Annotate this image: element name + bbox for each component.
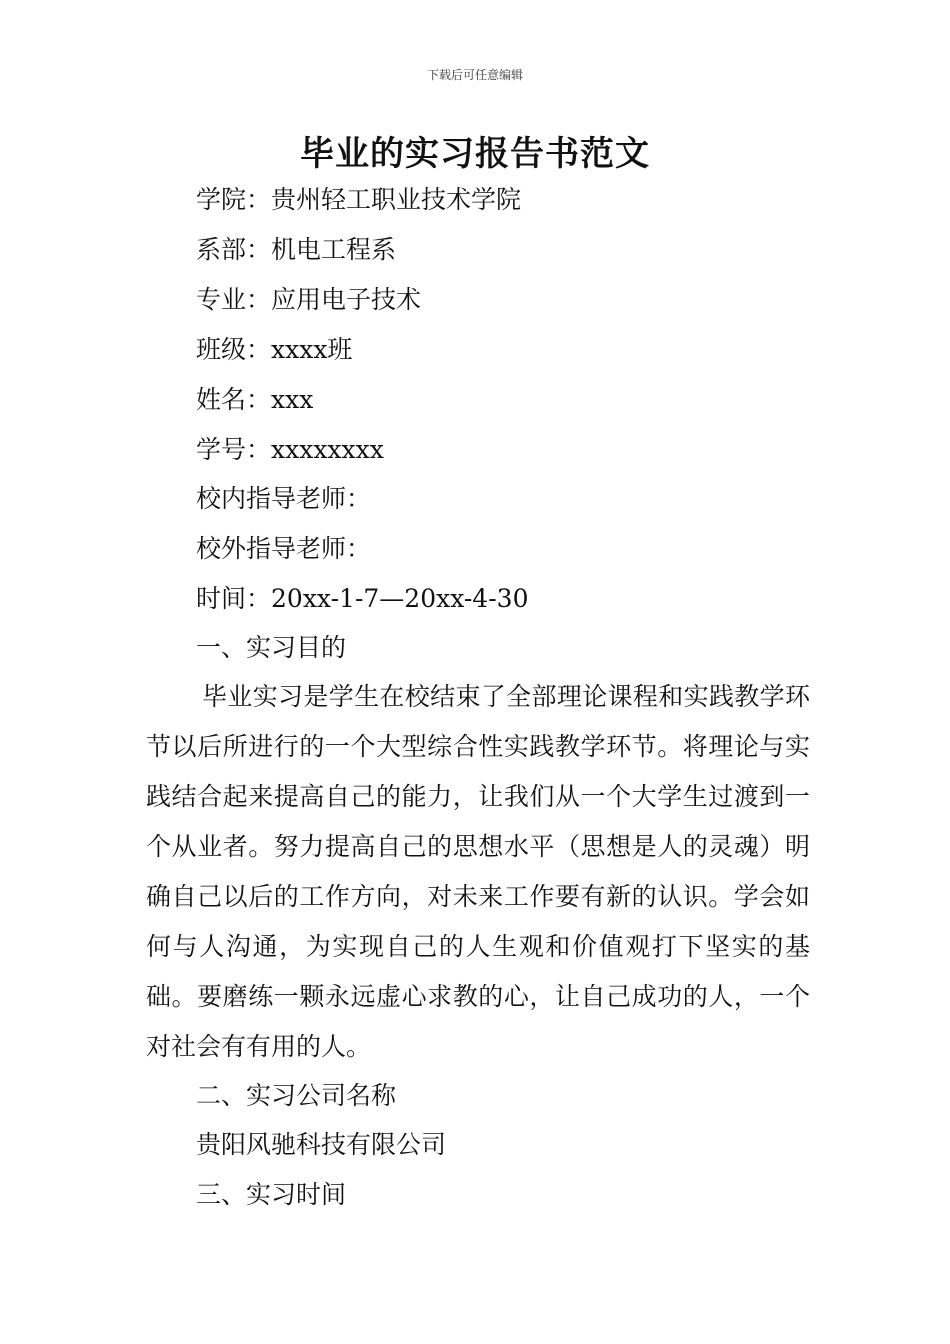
meta-label: 专业： (196, 285, 272, 314)
meta-class (196, 334, 352, 366)
meta-label: 班级： (196, 335, 272, 364)
meta-internal-advisor (196, 483, 371, 515)
meta-label: 系部： (196, 235, 272, 264)
meta-label: 校内指导老师： (196, 484, 372, 513)
meta-value: xxxx班 (271, 335, 353, 364)
meta-label: 时间： (196, 584, 272, 613)
meta-value: xxx (271, 385, 314, 414)
meta-major (196, 284, 421, 316)
meta-label: 姓名： (196, 385, 272, 414)
document-title: 毕业的实习报告书范文 (300, 134, 650, 174)
meta-external-advisor (196, 533, 371, 565)
header-note: 下载后可任意编辑 (426, 68, 523, 82)
meta-label: 校外指导老师： (196, 534, 372, 563)
meta-student-id (196, 434, 384, 466)
meta-college (196, 184, 521, 216)
meta-value: 贵州轻工职业技术学院 (271, 185, 522, 214)
meta-department (196, 234, 396, 266)
meta-value: 20xx-1-7—20xx-4-30 (271, 584, 529, 613)
meta-period (196, 583, 528, 615)
section-heading-purpose: 一、实习目的 (196, 633, 347, 662)
meta-value: 机电工程系 (271, 235, 397, 264)
meta-label: 学号： (196, 435, 272, 464)
section-heading-period: 三、实习时间 (196, 1180, 347, 1209)
meta-value: 应用电子技术 (271, 285, 422, 314)
section-body-purpose: 毕业实习是学生在校结束了全部理论课程和实践教学环节以后所进行的一个大型综合性实践教学环节。将理论与实践结合起来提高自己的能力，让我们从一个大学生过渡到一个从业者。努力提高自己的思想水平（思想是人的灵魂）明确自己以后的工作方向，对未来工作要有新的认识。学会如何与人沟通，为实现自己的人生观和价值观打下坚实的基础。要磨练一颗永远虚心求教的心，让自己成功的人，一个对社会有有用的人。 (146, 682, 810, 1061)
section-body-company: 贵阳风驰科技有限公司 (196, 1130, 447, 1159)
section-heading-company: 二、实习公司名称 (196, 1081, 397, 1110)
meta-value: xxxxxxxx (271, 435, 384, 464)
meta-label: 学院： (196, 185, 272, 214)
meta-name (196, 384, 313, 416)
